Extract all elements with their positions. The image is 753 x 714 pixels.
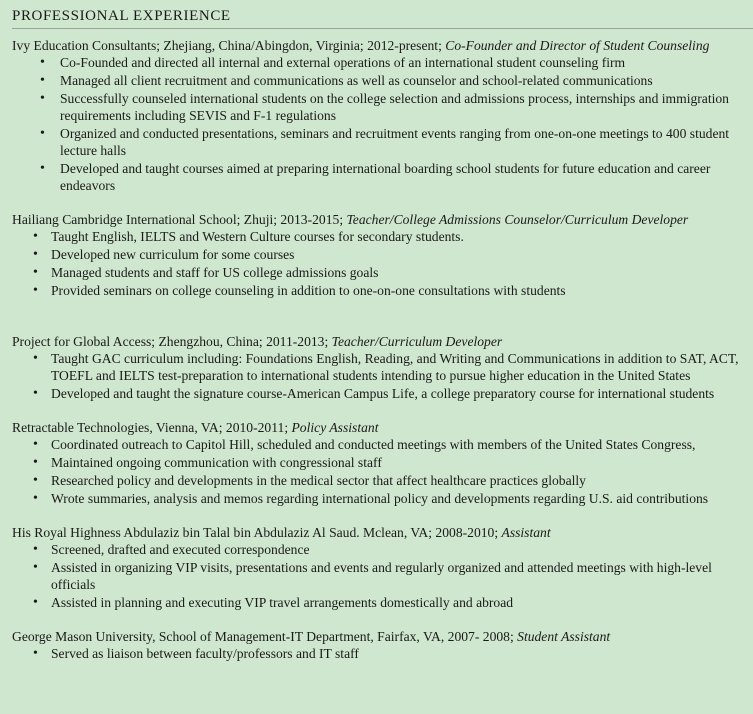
spacer <box>12 508 743 524</box>
bullet-item: • Assisted in planning and executing VIP travel arrangements domestically and abroad <box>12 594 743 611</box>
job-header <box>12 419 743 436</box>
bullet-item: • Coordinated outreach to Capitol Hill, scheduled and conducted meetings with members of the United States Congress, <box>12 436 743 453</box>
bullet-item: • Managed students and staff for US college admissions goals <box>12 264 743 281</box>
job-role: Teacher/Curriculum Developer <box>331 334 503 349</box>
bullet-item: • Taught English, IELTS and Western Culture courses for secondary students. <box>12 228 743 245</box>
bullet-item: • Provided seminars on college counseling in addition to one-on-one consultations with students <box>12 282 743 299</box>
job-role: Assistant <box>501 525 551 540</box>
job-organization: Retractable Technologies, Vienna, VA; 2010-2011; <box>12 420 292 435</box>
job-role: Policy Assistant <box>291 420 379 435</box>
job-entry <box>12 333 743 402</box>
job-entry <box>12 211 743 299</box>
job-bullets <box>12 436 743 507</box>
job-entry <box>12 524 743 611</box>
job-organization: Project for Global Access; Zhengzhou, China; 2011-2013; <box>12 334 332 349</box>
bullet-item: • Developed and taught courses aimed at preparing international boarding school students for future education and career endeavors <box>12 160 743 194</box>
job-bullets <box>12 645 743 662</box>
job-header <box>12 628 743 645</box>
job-header <box>12 211 743 228</box>
spacer <box>12 300 743 333</box>
bullet-item: • Managed all client recruitment and communications as well as counselor and school-related communications <box>12 72 743 89</box>
job-role: Student Assistant <box>517 629 611 644</box>
bullet-item: • Co-Founded and directed all internal and external operations of an international student counseling firm <box>12 54 743 71</box>
job-header <box>12 37 743 54</box>
job-organization: Hailiang Cambridge International School; Zhuji; 2013-2015; <box>12 212 347 227</box>
bullet-item: • Successfully counseled international students on the college selection and admissions process, internships and immigration requirements including SEVIS and F-1 regulations <box>12 90 743 124</box>
bullet-item: • Screened, drafted and executed correspondence <box>12 541 743 558</box>
job-bullets <box>12 350 743 402</box>
job-bullets <box>12 228 743 299</box>
job-entry <box>12 419 743 507</box>
job-header <box>12 524 743 541</box>
job-role: Teacher/College Admissions Counselor/Curriculum Developer <box>346 212 689 227</box>
job-bullets <box>12 541 743 611</box>
job-entry <box>12 37 743 194</box>
job-header <box>12 333 743 350</box>
spacer <box>12 612 743 628</box>
bullet-item: • Taught GAC curriculum including: Foundations English, Reading, and Writing and Communications in addition to SAT, ACT, TOEFL and IELTS test-preparation to international students intending to pursue higher education in the United States <box>12 350 743 384</box>
spacer <box>12 195 743 211</box>
bullet-item: • Served as liaison between faculty/professors and IT staff <box>12 645 743 662</box>
section-title: PROFESSIONAL EXPERIENCE <box>12 7 753 29</box>
bullet-item: • Developed new curriculum for some courses <box>12 246 743 263</box>
bullet-item: • Assisted in organizing VIP visits, presentations and events and regularly organized and attended meetings with high-level officials <box>12 559 743 593</box>
job-role: Co-Founder and Director of Student Counseling <box>445 38 710 53</box>
job-organization: George Mason University, School of Management-IT Department, Fairfax, VA, 2007- 2008; <box>12 629 518 644</box>
bullet-item: • Wrote summaries, analysis and memos regarding international policy and developments regarding U.S. aid contributions <box>12 490 743 507</box>
job-organization: Ivy Education Consultants; Zhejiang, China/Abingdon, Virginia; 2012-present; <box>12 38 446 53</box>
bullet-item: • Developed and taught the signature course-American Campus Life, a college preparatory course for international students <box>12 385 743 402</box>
bullet-item: • Researched policy and developments in the medical sector that affect healthcare practices globally <box>12 472 743 489</box>
spacer <box>12 403 743 419</box>
job-organization: His Royal Highness Abdulaziz bin Talal bin Abdulaziz Al Saud. Mclean, VA; 2008-2010; <box>12 525 502 540</box>
bullet-item: • Organized and conducted presentations, seminars and recruitment events ranging from one-on-one meetings to 400 student lecture halls <box>12 125 743 159</box>
job-bullets <box>12 54 743 194</box>
bullet-item: • Maintained ongoing communication with congressional staff <box>12 454 743 471</box>
job-entry <box>12 628 743 662</box>
